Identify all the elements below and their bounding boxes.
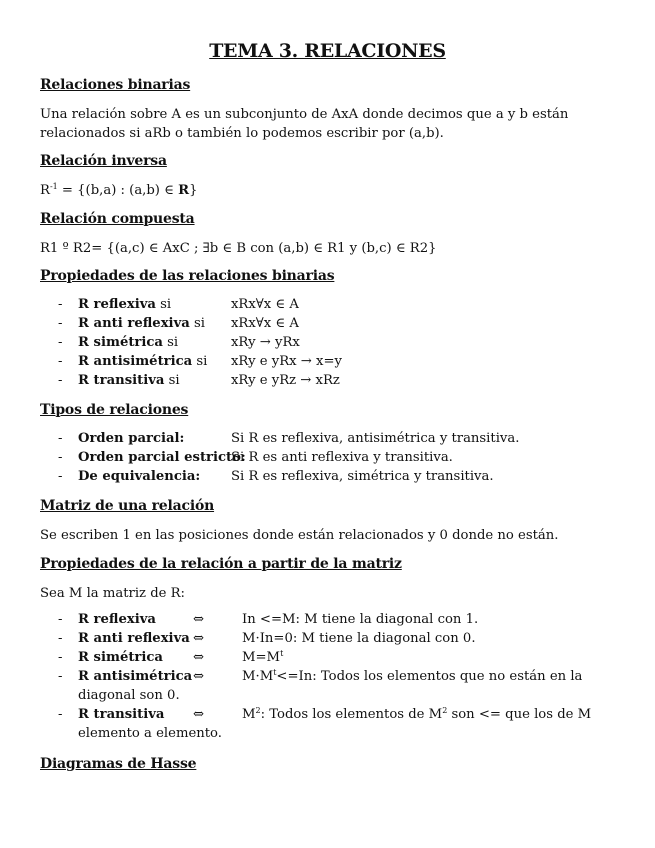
tipo-term: Orden parcial estricto: <box>78 450 246 465</box>
tipo-term: De equivalencia: <box>78 469 201 484</box>
iff-symbol: ⇔ <box>193 650 205 665</box>
inversa-exponent: -1 <box>49 182 58 191</box>
matriz-prop-term: R anti reflexiva <box>78 631 190 646</box>
list-bullet: - <box>58 669 63 684</box>
propiedad-def: xRx∀x ∈ A <box>231 316 299 331</box>
tipo-term: Orden parcial: <box>78 431 185 446</box>
list-bullet: - <box>58 354 63 369</box>
iff-symbol: ⇔ <box>193 631 205 646</box>
def-mid: : Todos los elementos de M <box>260 707 443 722</box>
inversa-bold-r: R <box>178 183 190 198</box>
list-bullet: - <box>58 631 63 646</box>
heading-relacion-compuesta: Relación compuesta <box>40 211 195 227</box>
list-bullet: - <box>58 335 63 350</box>
def-pre: M <box>242 707 256 722</box>
inversa-set: = {(b,a) : (a,b) ∈ <box>57 183 179 198</box>
matriz-prop-def <box>242 707 591 722</box>
propiedad-term-bold: R simétrica <box>78 335 163 350</box>
transpose-sup: t <box>273 668 277 677</box>
heading-relaciones-binarias: Relaciones binarias <box>40 77 191 93</box>
inversa-formula <box>40 181 197 200</box>
matriz-prop-def-continuation: diagonal son 0. <box>78 688 180 703</box>
matriz-prop-term: R antisimétrica <box>78 669 193 684</box>
def-post: son <= que los de M <box>447 707 592 722</box>
square-sup: 2 <box>255 706 261 715</box>
iff-symbol: ⇔ <box>193 612 205 627</box>
transpose-sup: t <box>280 649 284 658</box>
page-title: TEMA 3. RELACIONES <box>209 40 446 62</box>
propmatriz-intro: Sea M la matriz de R: <box>40 586 185 601</box>
list-bullet: - <box>58 316 63 331</box>
matriz-prop-def: M·In=0: M tiene la diagonal con 0. <box>242 631 476 646</box>
propiedad-suffix: si <box>164 373 180 388</box>
list-bullet: - <box>58 650 63 665</box>
list-bullet: - <box>58 297 63 312</box>
heading-propiedades-matriz: Propiedades de la relación a partir de la matriz <box>40 556 402 572</box>
iff-symbol: ⇔ <box>193 669 205 684</box>
inversa-close: } <box>189 183 198 198</box>
list-bullet: - <box>58 450 63 465</box>
heading-tipos: Tipos de relaciones <box>40 402 189 418</box>
propiedad-suffix: si <box>189 316 205 331</box>
heading-relacion-inversa: Relación inversa <box>40 153 167 169</box>
heading-hasse: Diagramas de Hasse <box>40 756 197 772</box>
def-pre: M=M <box>242 650 281 665</box>
propiedad-suffix: si <box>155 297 172 312</box>
binarias-text-line-2: relacionados si aRb o también lo podemos escribir por (a,b). <box>40 126 444 141</box>
matriz-prop-term: R reflexiva <box>78 612 156 627</box>
matriz-prop-def <box>242 669 582 684</box>
propiedad-term <box>78 316 205 331</box>
tipo-def: Si R es reflexiva, simétrica y transitiva. <box>231 469 494 484</box>
propiedad-def: xRy e yRx → x=y <box>231 354 342 369</box>
list-bullet: - <box>58 612 63 627</box>
compuesta-formula: R1 º R2= {(a,c) ∈ AxC ; ∃b ∈ B con (a,b) ∈ R1 y (b,c) ∈ R2} <box>40 241 437 256</box>
matriz-prop-def <box>242 650 283 665</box>
propiedad-term-bold: R anti reflexiva <box>78 316 190 331</box>
propiedad-term-bold: R reflexiva <box>78 297 156 312</box>
propiedad-def: xRx∀x ∈ A <box>231 297 299 312</box>
binarias-text-line-1: Una relación sobre A es un subconjunto de AxA donde decimos que a y b están <box>40 107 569 122</box>
list-bullet: - <box>58 373 63 388</box>
def-pre: M·M <box>242 669 274 684</box>
matriz-prop-def-continuation: elemento a elemento. <box>78 726 222 741</box>
propiedad-suffix: si <box>192 354 208 369</box>
square-sup-2: 2 <box>442 706 448 715</box>
heading-propiedades: Propiedades de las relaciones binarias <box>40 268 335 284</box>
matriz-prop-term: R transitiva <box>78 707 165 722</box>
list-bullet: - <box>58 469 63 484</box>
propiedad-suffix: si <box>162 335 179 350</box>
propiedad-term-bold: R transitiva <box>78 373 165 388</box>
propiedad-term <box>78 297 171 312</box>
matriz-prop-term: R simétrica <box>78 650 163 665</box>
tipo-def: Si R es reflexiva, antisimétrica y transitiva. <box>231 431 520 446</box>
iff-symbol: ⇔ <box>193 707 205 722</box>
heading-matriz: Matriz de una relación <box>40 498 215 514</box>
propiedad-term <box>78 373 180 388</box>
tipo-def: Si R es anti reflexiva y transitiva. <box>231 450 453 465</box>
matriz-prop-def: In <=M: M tiene la diagonal con 1. <box>242 612 479 627</box>
inversa-r: R <box>40 183 50 198</box>
matriz-text: Se escriben 1 en las posiciones donde están relacionados y 0 donde no están. <box>40 528 559 543</box>
propiedad-def: xRy e yRz → xRz <box>231 373 340 388</box>
propiedad-term <box>78 354 207 369</box>
list-bullet: - <box>58 707 63 722</box>
propiedad-term-bold: R antisimétrica <box>78 354 193 369</box>
propiedad-def: xRy → yRx <box>231 335 300 350</box>
list-bullet: - <box>58 431 63 446</box>
def-post: <=In: Todos los elementos que no están en la <box>276 669 583 684</box>
propiedad-term <box>78 335 178 350</box>
